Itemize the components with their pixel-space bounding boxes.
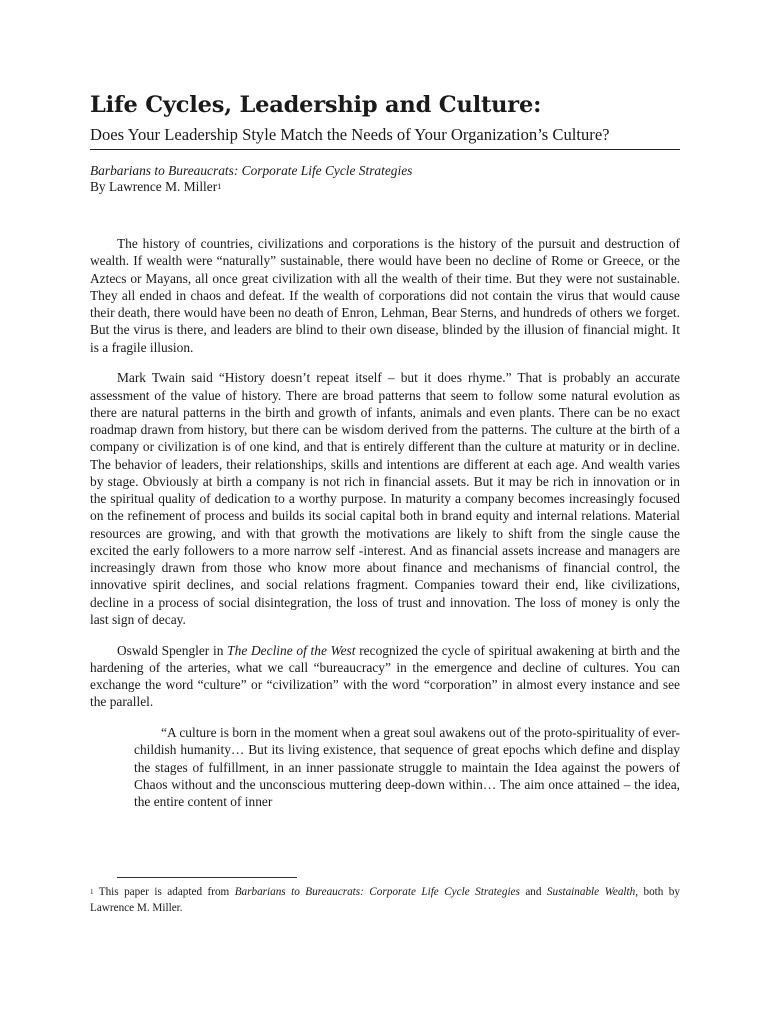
footnote-separator bbox=[117, 877, 297, 878]
footnote-text-mid: and bbox=[519, 886, 547, 898]
footnote-text-end: both by Lawrence M. Miller. bbox=[90, 886, 680, 914]
source-attribution bbox=[90, 163, 680, 195]
footnote-reference-mark: 1 bbox=[217, 181, 222, 191]
paragraph-3-text-start: Oswald Spengler in bbox=[117, 642, 228, 658]
document-subtitle: Does Your Leadership Style Match the Needs of Your Organization’s Culture? bbox=[90, 124, 680, 150]
byline: By Lawrence M. Miller bbox=[90, 179, 218, 194]
footnote-book-2: Sustainable Wealth, bbox=[546, 886, 639, 898]
document-page bbox=[90, 90, 680, 810]
paragraph-3-text-end: recognized the cycle of spiritual awakening at birth and the hardening of the arteries, what we call “bureaucracy” in the emergence and decline of cultures. You can exchange the word “culture” or “civilization” with the word “corporation” in almost every instance and see the parallel. bbox=[90, 642, 680, 710]
paragraph-3-book-title: The Decline of the West bbox=[227, 642, 356, 658]
footnote-book-1: Barbarians to Bureaucrats: Corporate Life Cycle Strategies bbox=[234, 886, 520, 898]
footnote bbox=[90, 885, 680, 916]
footnote-mark: 1 bbox=[90, 888, 94, 896]
paragraph-1: The history of countries, civilizations and corporations is the history of the pursuit and destruction of wealth. If wealth were “naturally” sustainable, there would have been no decline of Rome or Greece, or the Aztecs or Mayans, all once great civilization with all the wealth of their time. But they were not sustainable. They all ended in chaos and defeat. If the wealth of corporations did not contain the virus that would cause their death, there would have been no death of Enron, Lehman, Bear Sterns, and hundreds of others we forget. But the virus is there, and leaders are blind to their own disease, blinded by the illusion of financial might. It is a fragile illusion. bbox=[90, 236, 680, 355]
footnote-text-start: This paper is adapted from bbox=[93, 886, 235, 898]
source-book-title: Barbarians to Bureaucrats: Corporate Life Cycle Strategies bbox=[90, 163, 413, 178]
block-quote: “A culture is born in the moment when a great soul awakens out of the proto-spirituality of ever-childish humanity… But its living existence, that sequence of great epochs which define and display the stages of fulfillment, in an inner passionate struggle to maintain the Idea against the powers of Chaos without and the unconscious muttering deep-down within… The aim once attained – the idea, the entire content of inner bbox=[134, 725, 680, 809]
paragraph-2: Mark Twain said “History doesn’t repeat itself – but it does rhyme.” That is probably an accurate assessment of the value of history. There are broad patterns that seem to follow some natural evolution as there are natural patterns in the birth and growth of infants, animals and even plants. There can be no exact roadmap drawn from history, but there can be wisdom derived from the patterns. The culture at the birth of a company or civilization is of one kind, and that is entirely different than the culture at maturity or in decline. The behavior of leaders, their relationships, skills and intentions are different at each age. And wealth varies by stage. Obviously at birth a company is not rich in financial assets. But it may be rich in innovation or in the spiritual quality of dedication to a worthy purpose. In maturity a company becomes increasingly focused on the refinement of process and builds its social capital both in brand equity and internal relations. Material resources are growing, and with that growth the motivations are likely to shift from the single cause the excited the early followers to a more narrow self -interest. And as financial assets increase and managers are increasingly drawn from those who know more about finance and mechanisms of financial control, the innovative spirit declines, and social relations fragment. Companies toward their end, like civilizations, decline in a process of social disintegration, the loss of trust and innovation. The loss of money is only the last sign of decay. bbox=[90, 370, 680, 627]
paragraph-3 bbox=[90, 642, 680, 711]
document-title: Life Cycles, Leadership and Culture: bbox=[90, 92, 542, 118]
